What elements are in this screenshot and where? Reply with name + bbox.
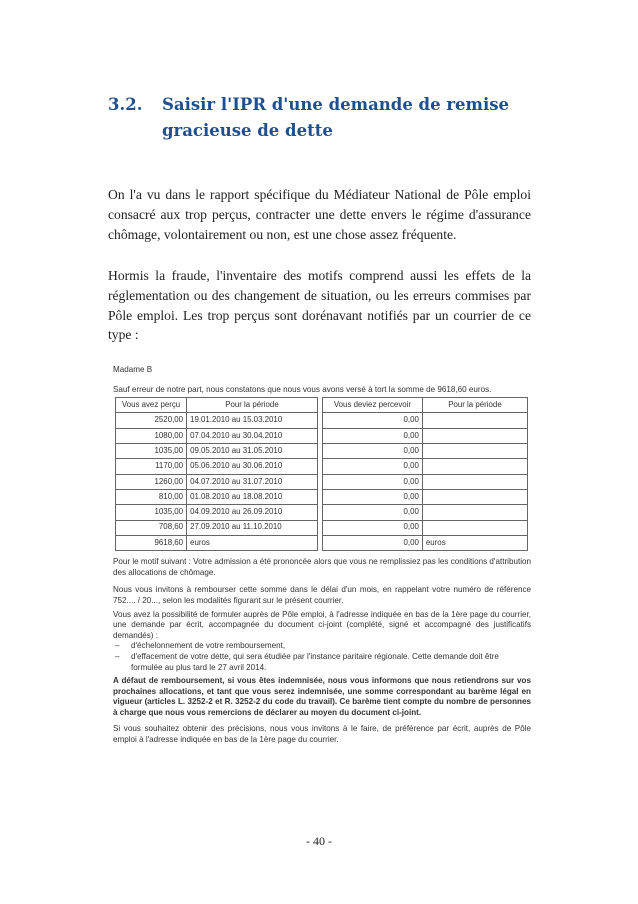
table-cell: 1035,00 bbox=[116, 444, 187, 459]
table-row bbox=[116, 474, 528, 489]
table-total-row bbox=[116, 535, 528, 550]
table-cell bbox=[422, 489, 527, 504]
overpayment-table bbox=[115, 397, 528, 551]
letter-default-notice: A défaut de remboursement, si vous êtes indemnisée, nous vous informons que nous retiendrons sur vos prochaines allocations, et tant que vous serez indemnisée, une somme correspondant au barème légal en vigueur (articles L. 3252-2 et R. 3252-2 du code du travail). Ce barème tient compte du nombre de personnes à charge que nous vous remercions de déclarer au moyen du document ci-joint. bbox=[113, 676, 531, 717]
letter-excerpt bbox=[113, 365, 531, 746]
paragraph-motifs: Hormis la fraude, l'inventaire des motifs comprend aussi les effets de la réglementation ou des changement de situation, ou les erreurs commises par Pôle emploi. Les trop perçus sont dorénavant notifiés par un courrier de ce type : bbox=[108, 268, 531, 343]
table-cell: 708,60 bbox=[116, 520, 187, 535]
table-cell bbox=[422, 520, 527, 535]
table-cell: 0,00 bbox=[323, 428, 423, 443]
table-cell: 05.06.2010 au 30.06.2010 bbox=[187, 459, 318, 474]
list-item-text: d'échelonnement de votre remboursement, bbox=[131, 641, 286, 651]
table-cell: 09.05.2010 au 31.05.2010 bbox=[187, 444, 318, 459]
table-cell: 0,00 bbox=[323, 520, 423, 535]
letter-options-list bbox=[113, 641, 531, 673]
letter-intro: Sauf erreur de notre part, nous constatons que nous vous avons versé à tort la somme de 9618,60 euros. bbox=[113, 384, 492, 394]
total-owed: 0,00 bbox=[323, 535, 423, 550]
table-row bbox=[116, 505, 528, 520]
table-cell: 19.01.2010 au 15.03.2010 bbox=[187, 413, 318, 428]
letter-motif: Pour le motif suivant : Votre admission a été prononcée alors que vous ne remplissiez pas les conditions d'attribution des allocations de chômage. bbox=[113, 557, 531, 577]
table-cell: 2520,00 bbox=[116, 413, 187, 428]
total-unit: euros bbox=[187, 535, 318, 550]
table-row bbox=[116, 428, 528, 443]
table-cell: 07.04.2010 au 30.04.2010 bbox=[187, 428, 318, 443]
table-cell: 1170,00 bbox=[116, 459, 187, 474]
table-header: Pour la période bbox=[187, 398, 318, 413]
table-cell: 01.08.2010 au 18.08.2010 bbox=[187, 489, 318, 504]
table-cell: 0,00 bbox=[323, 459, 423, 474]
table-cell: 0,00 bbox=[323, 413, 423, 428]
table-header: Vous avez perçu bbox=[116, 398, 187, 413]
letter-salutation: Madame B bbox=[113, 365, 153, 374]
letter-contact: Si vous souhaitez obtenir des précisions, nous vous invitons à le faire, de préférence par écrit, auprès de Pôle emploi à l'adresse indiquée en bas de la 1ère page du courrier. bbox=[113, 724, 531, 745]
table-cell: 0,00 bbox=[323, 444, 423, 459]
table-cell bbox=[422, 444, 527, 459]
bullet-dash: – bbox=[115, 641, 120, 651]
table-cell bbox=[422, 474, 527, 489]
table-cell: 0,00 bbox=[323, 505, 423, 520]
list-item bbox=[113, 641, 531, 652]
letter-invite: Nous vous invitons à rembourser cette somme dans le délai d'un mois, en rappelant votre numéro de référence 752.... / 20..., selon les modalités figurant sur le présent courrier. bbox=[113, 585, 531, 605]
bullet-dash: – bbox=[115, 651, 120, 661]
table-cell: 1080,00 bbox=[116, 428, 187, 443]
table-cell bbox=[422, 505, 527, 520]
table-header: Pour la période bbox=[422, 398, 527, 413]
table-cell: 27.09.2010 au 11.10.2010 bbox=[187, 520, 318, 535]
table-row bbox=[116, 413, 528, 428]
table-cell: 810,00 bbox=[116, 489, 187, 504]
total-amount: 9618,60 bbox=[116, 535, 187, 550]
table-cell: 1260,00 bbox=[116, 474, 187, 489]
table-cell: 1035,00 bbox=[116, 505, 187, 520]
paragraph-intro: On l'a vu dans le rapport spécifique du Médiateur National de Pôle emploi consacré aux trop perçus, contracter une dette envers le régime d'assurance chômage, volontairement ou non, est une chose assez fréquente. bbox=[108, 187, 531, 242]
table-cell bbox=[422, 413, 527, 428]
table-cell: 0,00 bbox=[323, 489, 423, 504]
section-number: 3.2. bbox=[108, 95, 143, 114]
list-item bbox=[113, 652, 531, 673]
table-header: Vous deviez percevoir bbox=[323, 398, 423, 413]
table-cell bbox=[422, 459, 527, 474]
total-owed-unit: euros bbox=[422, 535, 527, 550]
list-item-text: d'effacement de votre dette, qui sera étudiée par l'instance paritaire régionale. Cette demande doit être formulée au plus tard le 27 avril 2014. bbox=[131, 651, 499, 672]
table-cell: 0,00 bbox=[323, 474, 423, 489]
section-title: Saisir l'IPR d'une demande de remise gracieuse de dette bbox=[162, 95, 510, 140]
page-number: - 40 - bbox=[306, 834, 332, 848]
table-row bbox=[116, 444, 528, 459]
table-row bbox=[116, 459, 528, 474]
table-cell: 04.07.2010 au 31.07.2010 bbox=[187, 474, 318, 489]
table-cell: 04.09.2010 au 26.09.2010 bbox=[187, 505, 318, 520]
table-header-row bbox=[116, 398, 528, 413]
table-row bbox=[116, 489, 528, 504]
table-cell bbox=[422, 428, 527, 443]
letter-possibility: Vous avez la possibilité de formuler auprès de Pôle emploi, à l'adresse indiquée en bas de la 1ère page du courrier, une demande par écrit, accompagnée du document ci-joint (complété, signé et accompagné des justificatifs demandés) : bbox=[113, 609, 531, 640]
table-row bbox=[116, 520, 528, 535]
